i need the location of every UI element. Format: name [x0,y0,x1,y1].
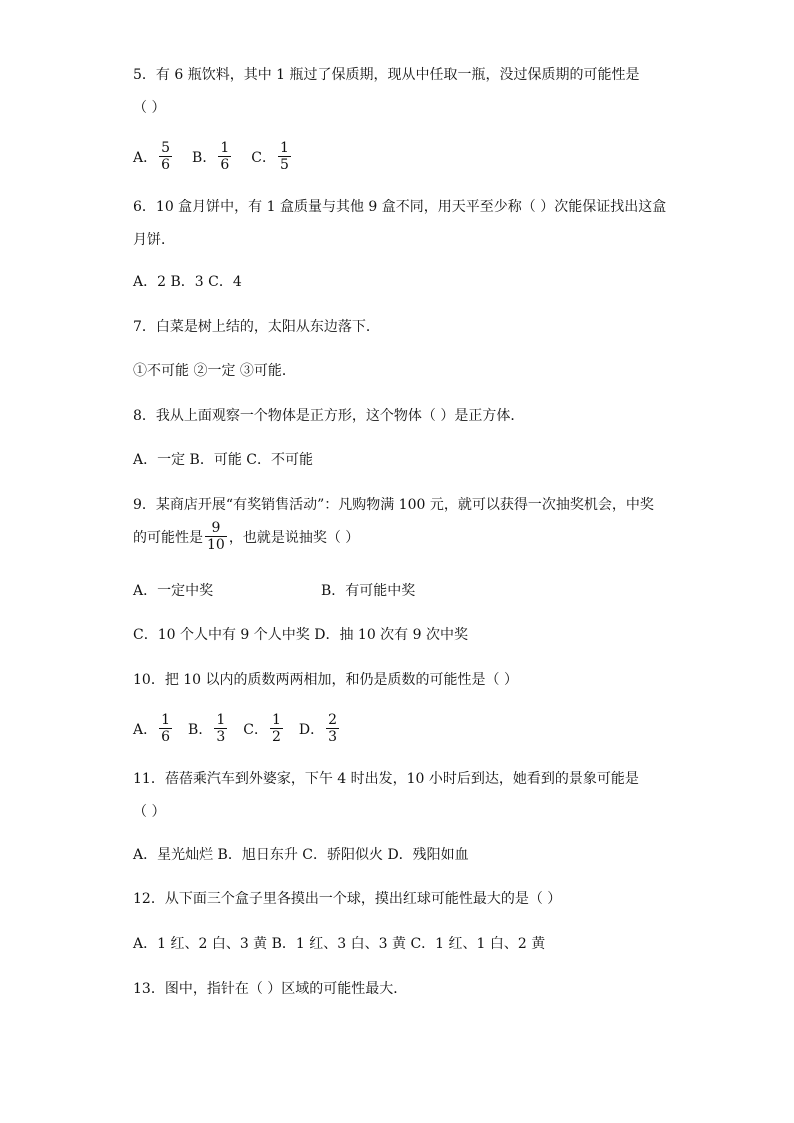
q10-text: 10．把 10 以内的质数两两相加，和仍是质数的可能性是（ ） [133,672,518,688]
fraction: $\frac{5}{6}$ [161,140,171,173]
q5-option-a: A． $\frac{5}{6}$ [133,140,171,173]
q7-options: ①不可能 ②一定 ③可能． [133,363,296,379]
q10-option-a: A． $\frac{1}{6}$ [133,712,171,745]
fraction: $\frac{1}{6}$ [161,712,171,745]
q10-option-c: C． $\frac{1}{2}$ [243,712,281,745]
fraction: $\frac{2}{3}$ [328,712,338,745]
q7-text: 7．白菜是树上结的，太阳从东边落下． [133,319,380,335]
q8-options: A．一定 B．可能 C．不可能 [133,452,314,468]
q10-options [133,712,341,745]
q12-options: A．1 红、2 白、3 黄 B．1 红、3 白、3 黄 C．1 红、1 白、2 黄 [133,936,546,952]
q5-blank: （ ） [133,100,166,116]
q11-options: A．星光灿烂 B．旭日东升 C．骄阳似火 D．残阳如血 [133,847,469,863]
q5-text: 5．有 6 瓶饮料，其中 1 瓶过了保质期，现从中任取一瓶，没过保质期的可能性是 [133,67,640,83]
q11-text: 11．蓓蓓乘汽车到外婆家，下午 4 时出发，10 小时后到达，她看到的景象可能是 [133,771,639,787]
q9-option-b: B．有可能中奖 [321,583,416,599]
q6-text: 6．10 盒月饼中，有 1 盒质量与其他 9 盒不同，用天平至少称（ ）次能保证找出这盒 [133,199,667,215]
q9-text: 9．某商店开展“有奖销售活动”：凡购物满 100 元，就可以获得一次抽奖机会，中奖 [133,497,654,513]
q5-option-b: B． $\frac{1}{6}$ [192,140,230,173]
q12-text: 12．从下面三个盒子里各摸出一个球，摸出红球可能性最大的是（ ） [133,891,562,907]
q9-option-a: A．一定中奖 [133,583,214,599]
fraction: $\frac{9}{10}$ [207,520,225,553]
q10-option-b: B． $\frac{1}{3}$ [188,712,226,745]
q6-text-cont: 月饼． [133,232,175,248]
fraction: $\frac{1}{6}$ [220,140,230,173]
q9-text-cont: 的可能性是 $\frac{9}{10}$ ，也就是说抽奖（ ） [133,520,360,553]
q10-option-d: D． $\frac{2}{3}$ [298,712,338,745]
fraction: $\frac{1}{3}$ [216,712,226,745]
q5-options [133,140,293,173]
fraction: $\frac{1}{5}$ [279,140,289,173]
q8-text: 8．我从上面观察一个物体是正方形，这个物体（ ）是正方体． [133,408,525,424]
q13-text: 13．图中，指针在（ ）区域的可能性最大． [133,981,408,997]
fraction: $\frac{1}{2}$ [271,712,281,745]
q5-option-c: C． $\frac{1}{5}$ [251,140,289,173]
q11-blank: （ ） [133,804,166,820]
q6-options: A．2 B．3 C．4 [133,274,242,290]
q9-options-cd: C．10 个人中有 9 个人中奖 D．抽 10 次有 9 次中奖 [133,627,468,643]
